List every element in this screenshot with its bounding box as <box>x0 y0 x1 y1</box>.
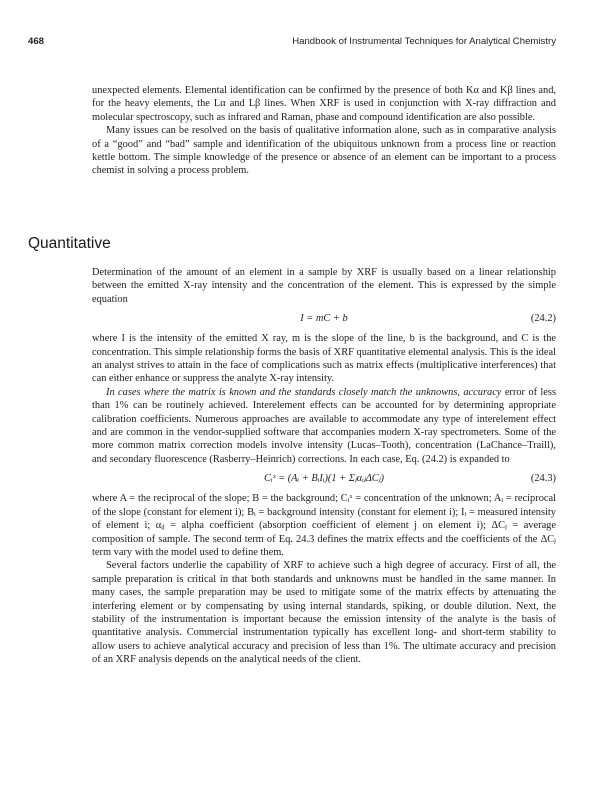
intro-text <box>92 84 556 178</box>
equation-24-3 <box>92 472 556 488</box>
italic-lead: In cases where the matrix is known and the standards closely match the unknowns, accuracy <box>106 386 502 398</box>
equation-number: (24.2) <box>530 313 556 325</box>
paragraph: Determination of the amount of an element in a sample by XRF is usually based on a linear relationship between the emitted X-ray intensity and the concentration of the element. This is expressed by the simple equation <box>92 267 556 305</box>
paragraph: where I is the intensity of the emitted X ray, m is the slope of the line, b is the background, and C is the concentration. This simple relationship forms the basis of XRF quantitative elemental analysis. This is the ideal an analyst strives to attain in the face of complications such as matrix effects (multiplicative interferences) that can either enhance or suppress the analyte X-ray intensity. <box>92 333 556 385</box>
equation-text: Cᵢˣ = (Aᵢ + BᵢIᵢ)(1 + ΣⱼαᵢⱼΔCⱼ) <box>264 473 384 485</box>
equation-number: (24.3) <box>530 473 556 485</box>
paragraph: Several factors underlie the capability of XRF to achieve such a high degree of accuracy. First of all, the sample preparation is critical in that both standards and unknowns must be handled in the same manner. In many cases, the sample preparation may be used to mitigate some of the matrix effects by attenuating the interfering element or by compensating by using internal standards, spiking, or double dilution. Next, the stability of the instrumentation is important because the emission intensity of the analyte is the basis of quantitative analysis. Commercial instrumentation typically has excellent long- and short-term stability to allow users to achieve analytical accuracy and precision of less than 1%. The ultimate accuracy and precision of an XRF analysis depends on the analytical needs of the client. <box>92 560 556 666</box>
paragraph: where A = the reciprocal of the slope; B = the background; Cᵢˣ = concentration of the unknown; Aᵢ = reciprocal of the slope (constant for element i); Bᵢ = background intensity (constant for element i); Iᵢ = measured intensity of element i; αᵢⱼ = alpha coefficient (absorption coefficient of element j on element i); ΔCⱼ = average composition of sample. The second term of Eq. 24.3 defines the matrix effects and the coefficients of the ΔCⱼ term vary with the model used to define them. <box>92 493 556 558</box>
paragraph <box>92 386 556 466</box>
running-header <box>28 36 556 50</box>
page-number: 468 <box>28 36 45 47</box>
equation-24-2 <box>92 312 556 328</box>
paragraph: Many issues can be resolved on the basis of qualitative information alone, such as in comparative analysis of a “good” and “bad” sample and identification of the ubiquitous unknown from a process line or reaction kettle bottom. The simple knowledge of the presence or absence of an element can be important to a process chemist in solving a process problem. <box>92 125 556 177</box>
equation-text: I = mC + b <box>300 313 348 325</box>
section-heading: Quantitative <box>28 235 111 252</box>
paragraph: unexpected elements. Elemental identification can be confirmed by the presence of both Kα and Kβ lines and, for the heavy elements, the Lα and Lβ lines. When XRF is used in conjunction with X-ray diffraction and molecular spectroscopy, such as infrared and Raman, phase and compound identification are also possible. <box>92 85 556 123</box>
section-text <box>92 266 556 667</box>
running-title: Handbook of Instrumental Techniques for Analytical Chemistry <box>292 36 556 47</box>
paragraph-rest: error of less than 1% can be routinely achieved. Interelement effects can be accounted for by determining appropriate calibration coefficients. Numerous approaches are available to accommodate any type of interelement effect and are common in the vendor-supplied software that accompanies modern X-ray spectrometers. Some of the more common matrix correction models involve intensity (Lucas–Tooth), concentration (LaChance–Traill), and secondary fluorescence (Rasberry–Heinrich) corrections. In each case, Eq. (24.2) is expanded to <box>92 386 556 465</box>
